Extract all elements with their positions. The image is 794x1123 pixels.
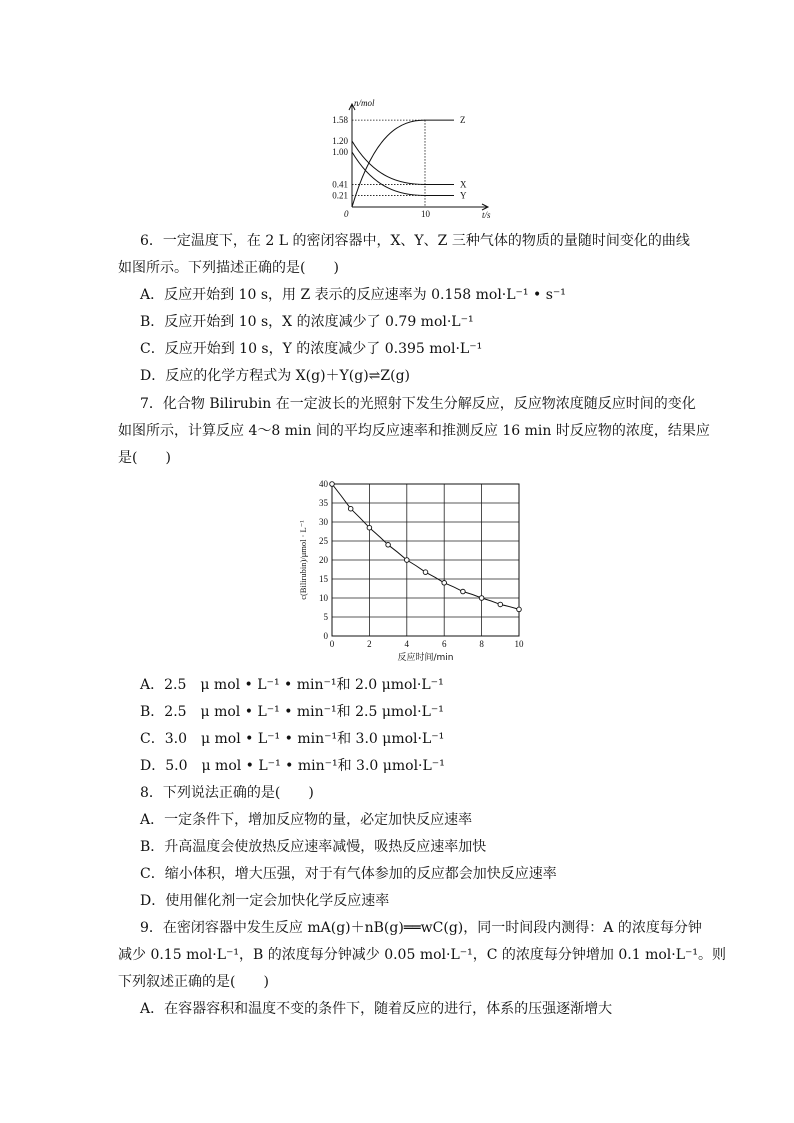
data-point	[367, 525, 372, 530]
q9-option-a: A．在容器容积和温度不变的条件下，随着反应的进行，体系的压强逐渐增大	[140, 1001, 613, 1017]
q6-option-b: B．反应开始到 10 s，X 的浓度减少了 0.79 mol·L⁻¹	[140, 314, 474, 330]
series-line-x	[352, 141, 454, 184]
x-axis-label: 反应时间/min	[397, 653, 454, 663]
data-point	[479, 596, 484, 601]
y-tick-label: 35	[319, 498, 328, 508]
origin-label: 0	[344, 209, 349, 219]
chart-bilirubin-svg	[290, 478, 540, 668]
y-tick-label: 25	[319, 536, 328, 546]
x-tick-label: 0	[329, 639, 335, 649]
q7-stem-line-3: 是( )	[118, 450, 171, 466]
x-tick-label: 10	[421, 209, 430, 219]
q7-stem-line-1: 7．化合物 Bilirubin 在一定波长的光照射下发生分解反应，反应物浓度随反应时间的变化	[140, 396, 696, 412]
q9-stem-line-1: 9．在密闭容器中发生反应 mA(g)＋nB(g)══wC(g)，同一时间段内测得：A 的浓度每分钟	[140, 920, 702, 936]
q7-option-b: B．2.5 μ mol • L⁻¹ • min⁻¹和 2.5 μmol·L⁻¹	[140, 704, 444, 720]
data-point	[498, 602, 503, 607]
q6-stem-line-2: 如图所示。下列描述正确的是( )	[118, 260, 339, 276]
chart-bilirubin	[290, 478, 540, 668]
y-tick-label: 0.41	[332, 179, 348, 190]
q8-option-c: C．缩小体积，增大压强，对于有气体参加的反应都会加快反应速率	[140, 866, 557, 882]
chart-amount-vs-time	[318, 94, 518, 224]
q6-option-a: A．反应开始到 10 s，用 Z 表示的反应速率为 0.158 mol·L⁻¹ • s⁻¹	[140, 287, 566, 303]
y-tick-label: 40	[319, 479, 328, 489]
q7-stem-line-2: 如图所示，计算反应 4～8 min 间的平均反应速率和推测反应 16 min 时反应物的浓度，结果应	[118, 423, 710, 439]
data-point	[517, 607, 522, 612]
q7-option-a: A．2.5 μ mol • L⁻¹ • min⁻¹和 2.0 μmol·L⁻¹	[140, 677, 444, 693]
x-tick-label: 2	[367, 639, 372, 649]
q6-option-d: D．反应的化学方程式为 X(g)＋Y(g)⇌Z(g)	[140, 368, 410, 384]
q6-option-c: C．反应开始到 10 s，Y 的浓度减少了 0.395 mol·L⁻¹	[140, 341, 483, 357]
y-tick-label: 20	[319, 555, 328, 565]
y-tick-label: 1.20	[332, 136, 348, 146]
series-line-z	[352, 120, 454, 207]
series-label-y: Y	[460, 190, 467, 201]
x-axis-label: t/s	[482, 210, 491, 220]
series-label-z: Z	[460, 115, 466, 126]
q8-stem: 8．下列说法正确的是( )	[140, 785, 314, 801]
y-tick-label: 5	[323, 612, 328, 622]
data-point	[461, 589, 466, 594]
x-tick-label: 10	[514, 639, 524, 649]
y-tick-label: 1.58	[332, 115, 348, 126]
q7-option-c: C．3.0 μ mol • L⁻¹ • min⁻¹和 3.0 μmol·L⁻¹	[140, 731, 445, 747]
x-tick-label: 6	[441, 639, 447, 649]
y-tick-label: 15	[319, 574, 328, 584]
y-tick-label: 10	[319, 593, 328, 603]
y-tick-label: 0	[323, 631, 328, 641]
q6-stem-line-1: 6．一定温度下，在 2 L 的密闭容器中，X、Y、Z 三种气体的物质的量随时间变化的曲线	[140, 233, 690, 249]
series-line-y	[352, 152, 454, 195]
y-tick-label: 0.21	[332, 190, 348, 201]
x-tick-label: 4	[404, 639, 410, 649]
q8-option-d: D．使用催化剂一定会加快化学反应速率	[140, 893, 390, 909]
chart-amount-vs-time-svg	[318, 94, 518, 224]
q7-option-d: D．5.0 μ mol • L⁻¹ • min⁻¹和 3.0 μmol·L⁻¹	[140, 758, 445, 774]
x-tick-label: 8	[479, 639, 484, 649]
data-point	[423, 570, 428, 575]
data-point	[348, 506, 353, 511]
y-axis-label: n/mol	[354, 98, 375, 108]
data-point	[386, 543, 391, 548]
q8-option-a: A．一定条件下，增加反应物的量，必定加快反应速率	[140, 812, 473, 828]
series-label-x: X	[460, 179, 467, 190]
q9-stem-line-2: 减少 0.15 mol·L⁻¹，B 的浓度每分钟减少 0.05 mol·L⁻¹，C 的浓度每分钟增加 0.1 mol·L⁻¹。则	[118, 947, 727, 963]
q8-option-b: B．升高温度会使放热反应速率减慢，吸热反应速率加快	[140, 839, 487, 855]
data-point	[405, 558, 410, 563]
q9-stem-line-3: 下列叙述正确的是( )	[118, 974, 269, 990]
data-point	[442, 581, 447, 586]
y-tick-label: 30	[319, 517, 328, 527]
y-tick-label: 1.00	[332, 147, 348, 157]
data-point	[330, 482, 335, 487]
y-axis-label: c(Bilirubin)/μmol · L⁻¹	[298, 520, 308, 600]
